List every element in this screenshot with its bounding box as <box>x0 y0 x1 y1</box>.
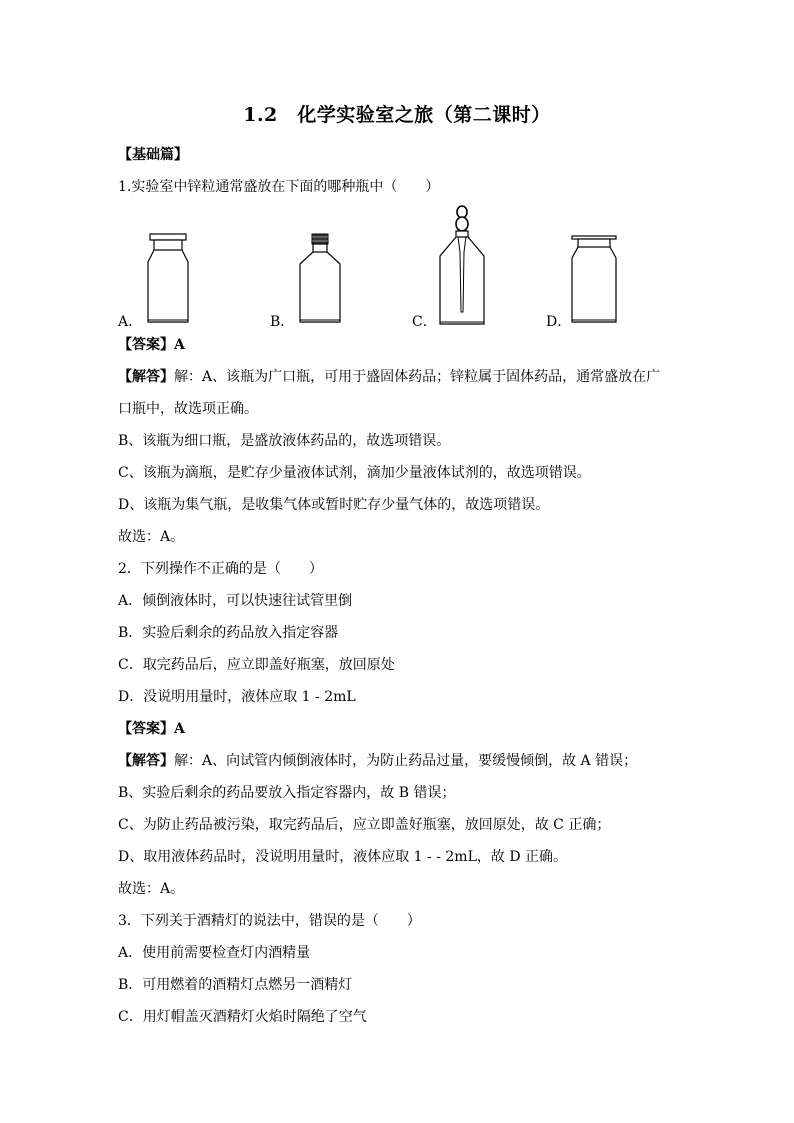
narrow-mouth-bottle-image <box>292 232 348 326</box>
q3-option-b[interactable]: B．可用燃着的酒精灯点燃另一酒精灯 <box>118 977 353 993</box>
q2-analysis-line-5: 故选：A。 <box>118 881 185 897</box>
q1-answer-text: 【答案】A <box>118 337 185 353</box>
q2-analysis-line-4: D、取用液体药品时，没说明用量时，液体应取 1 - - 2mL，故 D 正确。 <box>118 849 567 865</box>
q1-analysis-line-5: D、该瓶为集气瓶，是收集气体或暂时贮存少量气体的，故选项错误。 <box>118 497 550 513</box>
dropper-bottle-image <box>434 204 490 328</box>
q2-option-c[interactable]: C．取完药品后，应立即盖好瓶塞，放回原处 <box>118 657 395 673</box>
q2-option-b[interactable]: B．实验后剩余的药品放入指定容器 <box>118 625 339 641</box>
q1-analysis-line-4: C、该瓶为滴瓶，是贮存少量液体试剂，滴加少量液体试剂的，故选项错误。 <box>118 465 591 481</box>
q3-option-a[interactable]: A．使用前需要检查灯内酒精量 <box>118 945 311 961</box>
q2-answer <box>118 720 185 738</box>
q2-analysis-line-1 <box>118 752 637 770</box>
section-heading: 【基础篇】 <box>118 147 188 163</box>
q1-analysis-line-6: 故选：A。 <box>118 529 185 545</box>
gas-collecting-bottle-image <box>566 232 622 326</box>
q1-option-a[interactable]: A． <box>118 314 143 330</box>
q1-option-c[interactable]: C． <box>412 314 437 330</box>
q2-option-a[interactable]: A．倾倒液体时，可以快速往试管里倒 <box>118 593 353 609</box>
q1-answer <box>118 336 185 354</box>
q3-stem: 3．下列关于酒精灯的说法中，错误的是（ ） <box>118 913 421 929</box>
q1-analysis-line-3: B、该瓶为细口瓶，是盛放液体药品的，故选项错误。 <box>118 433 451 449</box>
q1-analysis-line-1 <box>118 368 660 386</box>
q1-analysis-text-1: 解：A、该瓶为广口瓶，可用于盛固体药品；锌粒属于固体药品，通常盛放在广 <box>174 369 661 385</box>
q2-analysis-text-1: 解：A、向试管内倾倒液体时，为防止药品过量，要缓慢倾倒，故 A 错误； <box>174 753 638 769</box>
wide-mouth-bottle-image <box>140 232 196 326</box>
q2-analysis-tag: 【解答】 <box>118 753 174 769</box>
q2-analysis-line-2: B、实验后剩余的药品要放入指定容器内，故 B 错误； <box>118 785 456 801</box>
q1-stem: 1.实验室中锌粒通常盛放在下面的哪种瓶中（ ） <box>118 179 440 195</box>
q1-option-d[interactable]: D． <box>546 314 572 330</box>
q2-option-d[interactable]: D．没说明用量时，液体应取 1 - 2mL <box>118 689 356 705</box>
q3-option-c[interactable]: C．用灯帽盖灭酒精灯火焰时隔绝了空气 <box>118 1009 367 1025</box>
q2-stem: 2．下列操作不正确的是（ ） <box>118 561 323 577</box>
q1-analysis-line-2: 口瓶中，故选项正确。 <box>118 401 258 417</box>
q2-analysis-line-3: C、为防止药品被污染，取完药品后，应立即盖好瓶塞，放回原处，故 C 正确； <box>118 817 611 833</box>
q2-answer-text: 【答案】A <box>118 721 185 737</box>
q1-option-b[interactable]: B． <box>270 314 295 330</box>
page-title: 1.2 化学实验室之旅（第二课时） <box>243 104 551 126</box>
q1-analysis-tag: 【解答】 <box>118 369 174 385</box>
